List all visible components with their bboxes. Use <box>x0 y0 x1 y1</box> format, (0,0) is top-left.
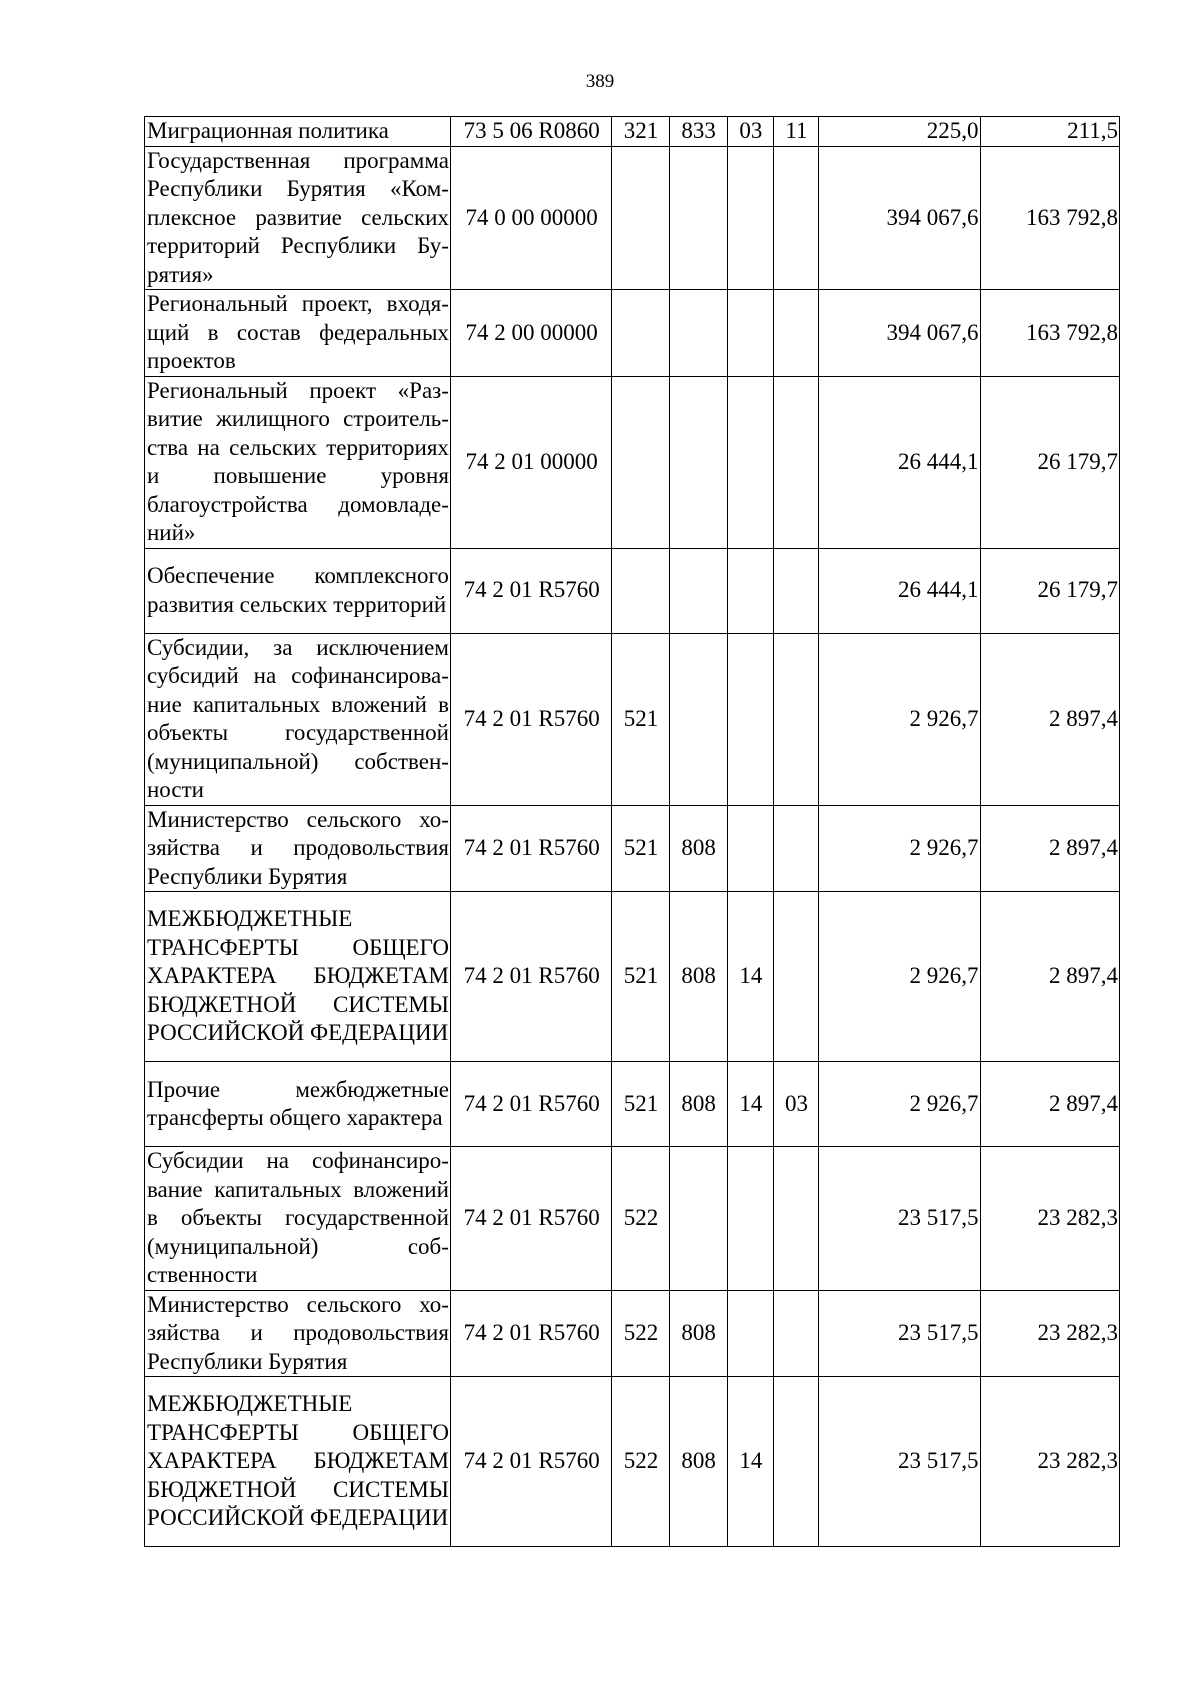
table-row <box>145 548 1120 633</box>
sum-year-2: 163 792,8 <box>980 290 1119 377</box>
expense-type-code <box>612 290 669 377</box>
expense-type-code <box>612 146 669 290</box>
expense-type-code: 521 <box>612 892 669 1062</box>
budget-table <box>144 116 1120 1547</box>
sum-year-1: 2 926,7 <box>819 892 980 1062</box>
table-row <box>145 290 1120 377</box>
target-article-code: 74 2 01 R5760 <box>450 633 611 805</box>
subsection-code <box>773 376 818 548</box>
sum-year-1: 394 067,6 <box>819 290 980 377</box>
sum-year-2: 26 179,7 <box>980 548 1119 633</box>
expense-type-code <box>612 548 669 633</box>
subsection-code <box>773 548 818 633</box>
table-row <box>145 1062 1120 1147</box>
row-name: Региональный проект «Развитие жилищного строительства на сельских территориях и повышение уровня благоустройства домовладений» <box>145 376 451 548</box>
sum-year-2: 2 897,4 <box>980 805 1119 892</box>
sum-year-2: 2 897,4 <box>980 1062 1119 1147</box>
sum-year-1: 225,0 <box>819 117 980 147</box>
subsection-code: 03 <box>773 1062 818 1147</box>
sum-year-2: 23 282,3 <box>980 1377 1119 1547</box>
section-code: 03 <box>727 117 773 147</box>
sum-year-2: 2 897,4 <box>980 633 1119 805</box>
ministry-code <box>669 290 727 377</box>
row-name: Региональный проект, входящий в состав федеральных проектов <box>145 290 451 377</box>
table-row <box>145 1377 1120 1547</box>
section-code <box>727 290 773 377</box>
section-code: 14 <box>727 892 773 1062</box>
sum-year-2: 23 282,3 <box>980 1290 1119 1377</box>
section-code: 14 <box>727 1062 773 1147</box>
row-name: Субсидии, за исключением субсидий на софинансирование капитальных вложений в объекты государственной (муниципальной) собственности <box>145 633 451 805</box>
section-code <box>727 633 773 805</box>
subsection-code: 11 <box>773 117 818 147</box>
expense-type-code: 521 <box>612 633 669 805</box>
target-article-code: 74 2 01 R5760 <box>450 548 611 633</box>
ministry-code: 808 <box>669 1062 727 1147</box>
row-name: Государственная программа Республики Бурятия «Комплексное развитие сельских территорий Республики Бурятия» <box>145 146 451 290</box>
table-body <box>145 117 1120 1547</box>
ministry-code: 808 <box>669 805 727 892</box>
table-row <box>145 146 1120 290</box>
table-row <box>145 1147 1120 1291</box>
target-article-code: 74 2 01 R5760 <box>450 1377 611 1547</box>
subsection-code <box>773 1290 818 1377</box>
sum-year-2: 23 282,3 <box>980 1147 1119 1291</box>
section-code <box>727 1147 773 1291</box>
row-name: Обеспечение комплексного развития сельских территорий <box>145 548 451 633</box>
section-code <box>727 548 773 633</box>
sum-year-1: 2 926,7 <box>819 1062 980 1147</box>
section-code <box>727 805 773 892</box>
expense-type-code: 521 <box>612 1062 669 1147</box>
row-name: Миграционная политика <box>145 117 451 147</box>
expense-type-code: 522 <box>612 1377 669 1547</box>
sum-year-2: 26 179,7 <box>980 376 1119 548</box>
sum-year-1: 23 517,5 <box>819 1147 980 1291</box>
sum-year-1: 23 517,5 <box>819 1290 980 1377</box>
table-row <box>145 376 1120 548</box>
subsection-code <box>773 805 818 892</box>
ministry-code <box>669 376 727 548</box>
subsection-code <box>773 633 818 805</box>
target-article-code: 74 2 01 R5760 <box>450 1147 611 1291</box>
row-name: Прочие межбюджетные трансферты общего характера <box>145 1062 451 1147</box>
row-name: МЕЖБЮДЖЕТНЫЕ ТРАНСФЕРТЫ ОБЩЕГО ХАРАКТЕРА БЮДЖЕТАМ БЮДЖЕТНОЙ СИСТЕМЫ РОССИЙСКОЙ ФЕДЕРАЦИИ <box>145 1377 451 1547</box>
target-article-code: 74 0 00 00000 <box>450 146 611 290</box>
target-article-code: 74 2 00 00000 <box>450 290 611 377</box>
target-article-code: 74 2 01 R5760 <box>450 1062 611 1147</box>
sum-year-2: 2 897,4 <box>980 892 1119 1062</box>
expense-type-code: 521 <box>612 805 669 892</box>
expense-type-code: 522 <box>612 1290 669 1377</box>
expense-type-code <box>612 376 669 548</box>
row-name: Министерство сельского хозяйства и продовольствия Республики Бурятия <box>145 805 451 892</box>
expense-type-code: 522 <box>612 1147 669 1291</box>
subsection-code <box>773 892 818 1062</box>
sum-year-1: 26 444,1 <box>819 548 980 633</box>
target-article-code: 73 5 06 R0860 <box>450 117 611 147</box>
ministry-code <box>669 146 727 290</box>
target-article-code: 74 2 01 R5760 <box>450 805 611 892</box>
ministry-code <box>669 633 727 805</box>
expense-type-code: 321 <box>612 117 669 147</box>
subsection-code <box>773 146 818 290</box>
target-article-code: 74 2 01 00000 <box>450 376 611 548</box>
ministry-code <box>669 548 727 633</box>
table-row <box>145 805 1120 892</box>
sum-year-1: 2 926,7 <box>819 805 980 892</box>
sum-year-1: 23 517,5 <box>819 1377 980 1547</box>
sum-year-1: 394 067,6 <box>819 146 980 290</box>
subsection-code <box>773 1147 818 1291</box>
ministry-code: 808 <box>669 892 727 1062</box>
row-name: Министерство сельского хозяйства и продовольствия Республики Бурятия <box>145 1290 451 1377</box>
page-number: 389 <box>585 71 615 92</box>
row-name: Субсидии на софинансирование капитальных вложений в объекты государственной (муниципальной) собственности <box>145 1147 451 1291</box>
sum-year-1: 2 926,7 <box>819 633 980 805</box>
table-row <box>145 1290 1120 1377</box>
ministry-code: 808 <box>669 1377 727 1547</box>
section-code <box>727 1290 773 1377</box>
sum-year-2: 211,5 <box>980 117 1119 147</box>
section-code: 14 <box>727 1377 773 1547</box>
target-article-code: 74 2 01 R5760 <box>450 892 611 1062</box>
ministry-code: 833 <box>669 117 727 147</box>
section-code <box>727 146 773 290</box>
target-article-code: 74 2 01 R5760 <box>450 1290 611 1377</box>
subsection-code <box>773 1377 818 1547</box>
subsection-code <box>773 290 818 377</box>
ministry-code <box>669 1147 727 1291</box>
table-row <box>145 117 1120 147</box>
sum-year-2: 163 792,8 <box>980 146 1119 290</box>
sum-year-1: 26 444,1 <box>819 376 980 548</box>
row-name: МЕЖБЮДЖЕТНЫЕ ТРАНСФЕРТЫ ОБЩЕГО ХАРАКТЕРА БЮДЖЕТАМ БЮДЖЕТНОЙ СИСТЕМЫ РОССИЙСКОЙ ФЕДЕРАЦИИ <box>145 892 451 1062</box>
table-row <box>145 633 1120 805</box>
table-row <box>145 892 1120 1062</box>
ministry-code: 808 <box>669 1290 727 1377</box>
section-code <box>727 376 773 548</box>
